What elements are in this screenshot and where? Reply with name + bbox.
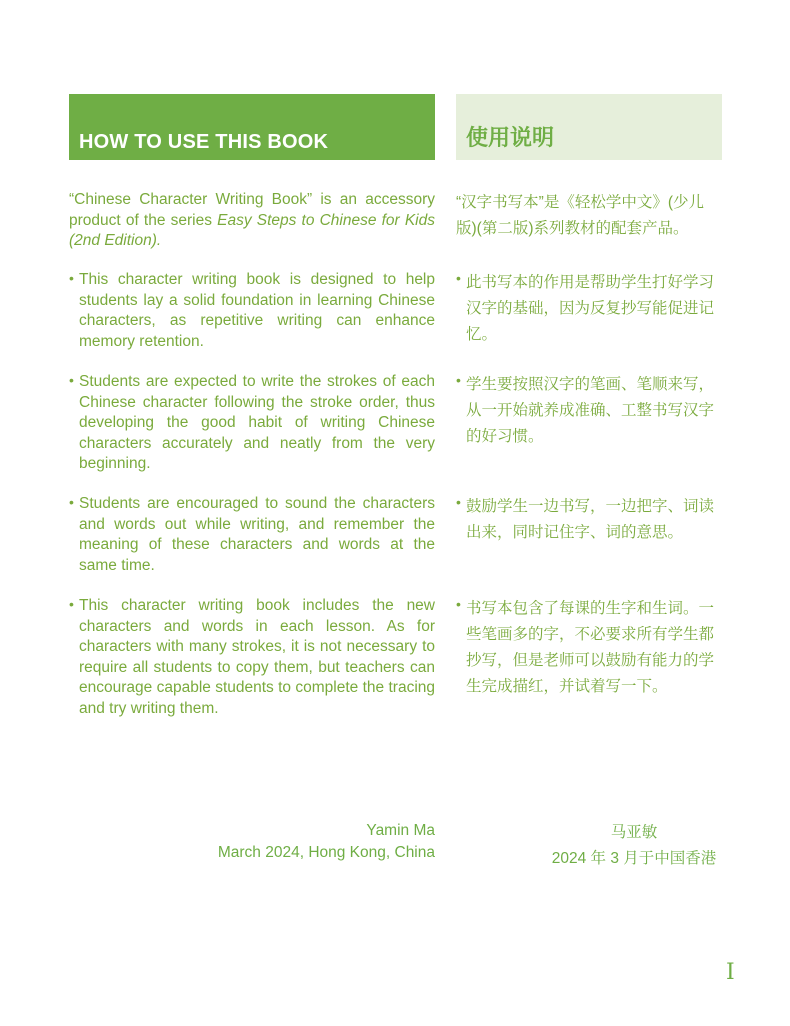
english-bullet bbox=[69, 270, 435, 352]
english-signature bbox=[218, 820, 435, 864]
signature-date: March 2024, Hong Kong, China bbox=[217, 844, 435, 861]
english-intro-text: “Chinese Character Writing Book” is an accessory product of the series bbox=[69, 191, 435, 229]
chinese-bullet bbox=[456, 270, 722, 348]
chinese-bullet-text: 学生要按照汉字的笔画、笔顺来写，从一开始就养成准确、工整书写汉字的好习惯。 bbox=[466, 376, 715, 445]
english-heading-banner bbox=[69, 94, 435, 160]
chinese-bullet bbox=[456, 596, 722, 700]
signature-name-zh: 马亚敏 bbox=[610, 824, 658, 841]
chinese-bullet bbox=[456, 494, 722, 546]
chinese-heading: 使用说明 bbox=[466, 125, 555, 150]
english-bullet-text: This character writing book is designed to help students lay a solid foundation in learning Chinese characters, as repetitive writing can enhance memory retention. bbox=[79, 271, 435, 350]
chinese-bullet-text: 书写本包含了每课的生字和生词。一些笔画多的字，不必要求所有学生都抄写，但是老师可以鼓励有能力的学生完成描红，并试着写一下。 bbox=[466, 600, 715, 695]
page-number: I bbox=[726, 960, 735, 985]
english-bullet-text: This character writing book includes the new characters and words in each lesson. As for characters with many strokes, it is not necessary to require all students to copy them, but teachers can encourage capable students to complete the tracing and try writing them. bbox=[79, 597, 435, 717]
signature-name: Yamin Ma bbox=[366, 822, 435, 839]
signature-date-zh: 2024 年 3 月于中国香港 bbox=[551, 850, 717, 867]
bullet-dot-icon: • bbox=[69, 372, 74, 388]
chinese-column bbox=[456, 94, 722, 695]
english-intro bbox=[69, 190, 435, 252]
english-bullet bbox=[69, 494, 435, 576]
english-column bbox=[69, 94, 435, 717]
bullet-dot-icon: • bbox=[456, 372, 461, 388]
series-title: Easy Steps to Chinese for Kids (2nd Edition). bbox=[69, 211, 435, 249]
bullet-dot-icon: • bbox=[456, 494, 461, 510]
chinese-bullet-text: 鼓励学生一边书写，一边把字、词读出来，同时记住字、词的意思。 bbox=[466, 498, 715, 541]
chinese-intro: “汉字书写本”是《轻松学中文》(少儿版)(第二版)系列教材的配套产品。 bbox=[456, 194, 704, 237]
english-heading: HOW TO USE THIS BOOK bbox=[79, 131, 329, 153]
bullet-dot-icon: • bbox=[456, 270, 461, 286]
chinese-bullet-text: 此书写本的作用是帮助学生打好学习汉字的基础，因为反复抄写能促进记忆。 bbox=[466, 274, 715, 343]
bullet-dot-icon: • bbox=[69, 270, 74, 286]
bullet-dot-icon: • bbox=[456, 596, 461, 612]
chinese-bullet bbox=[456, 372, 722, 450]
bullet-dot-icon: • bbox=[69, 494, 74, 510]
english-bullet-text: Students are expected to write the strokes of each Chinese character following the stroke order, thus developing the good habit of writing Chinese characters accurately and neatly from the very beginning. bbox=[79, 373, 435, 472]
english-bullet-text: Students are encouraged to sound the characters and words out while writing, and remember the meaning of these characters and words at the same time. bbox=[79, 495, 435, 574]
bullet-dot-icon: • bbox=[69, 596, 74, 612]
english-bullet bbox=[69, 596, 435, 719]
english-bullet bbox=[69, 372, 435, 475]
chinese-signature bbox=[546, 820, 722, 872]
chinese-heading-banner bbox=[456, 94, 722, 160]
